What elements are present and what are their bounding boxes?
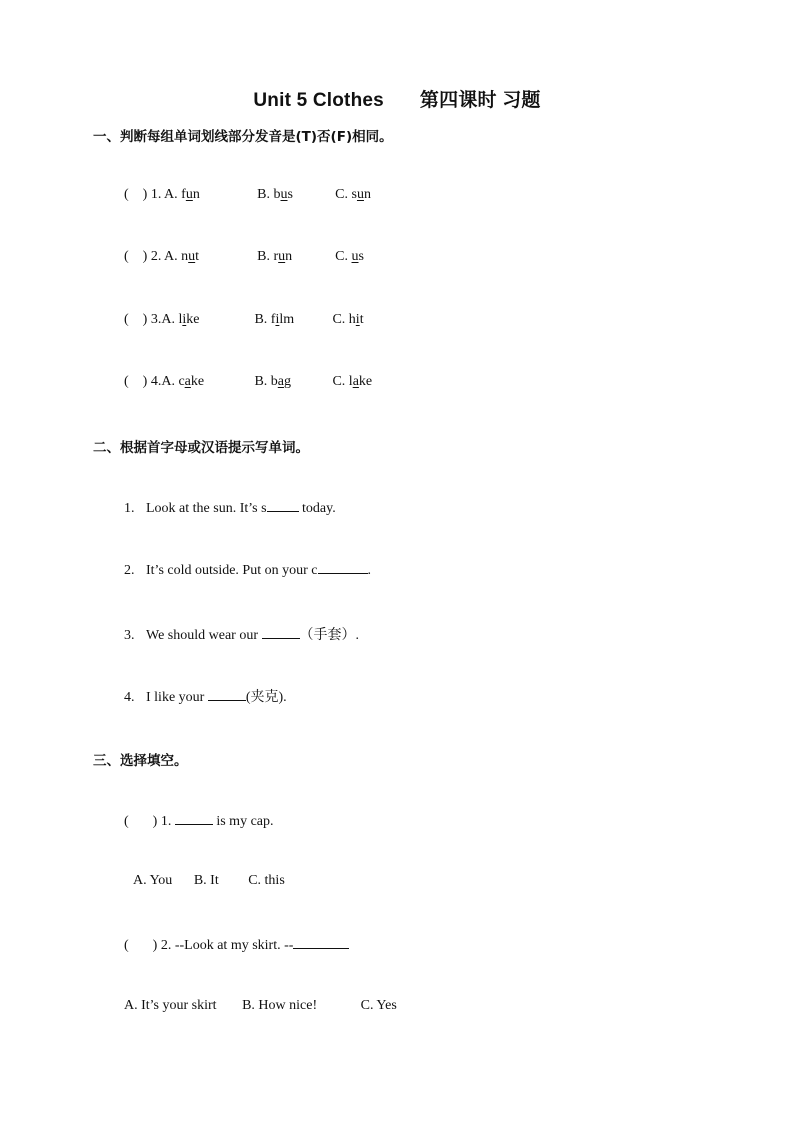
- s3-q1: ( ) 1. is my cap.: [124, 814, 274, 829]
- option-a: fun: [181, 187, 200, 202]
- fill-blank[interactable]: [318, 561, 368, 574]
- s1-item: ( ) 3.A. like B. film C. hit: [124, 312, 364, 327]
- option-c: C. us: [335, 249, 364, 264]
- option-a: nut: [181, 249, 200, 264]
- s2-item: 1. Look at the sun. It’s s today.: [124, 501, 336, 516]
- page-title: [0, 85, 794, 112]
- fill-blank[interactable]: [208, 688, 246, 701]
- option-c: C. sun: [335, 187, 371, 202]
- title-main: Unit 5 Clothes: [253, 90, 384, 111]
- s2-item: 3. We should wear our （手套）.: [124, 628, 360, 643]
- option-b: B. run: [257, 249, 293, 264]
- option-a: cake: [178, 374, 205, 389]
- option-b: B. It: [193, 873, 219, 888]
- fill-blank[interactable]: [262, 626, 300, 639]
- option-c: C. Yes: [360, 998, 397, 1013]
- fill-blank[interactable]: [267, 499, 299, 512]
- s1-item: ( ) 1. A. fun B. bus C. sun: [124, 187, 371, 202]
- s3-q2: ( ) 2. --Look at my skirt. --: [124, 936, 349, 954]
- fill-blank[interactable]: [293, 936, 349, 949]
- section3-heading: 三、选择填空。: [93, 753, 188, 769]
- section1-heading: 一、判断每组单词划线部分发音是(T)否(F)相同。: [93, 129, 393, 145]
- option-b: B. How nice!: [242, 998, 318, 1013]
- section2-heading: 二、根据首字母或汉语提示写单词。: [93, 440, 309, 456]
- s3-q1-options: [133, 873, 285, 889]
- option-c: C. hit: [332, 312, 364, 327]
- option-a: A. You: [133, 873, 173, 888]
- s2-item: 2. It’s cold outside. Put on your c .: [124, 563, 371, 578]
- option-c: C. lake: [332, 374, 373, 389]
- option-c: C. this: [248, 873, 285, 888]
- option-a: like: [178, 312, 200, 327]
- option-a: A. It’s your skirt: [124, 998, 217, 1013]
- s3-q2-options: [124, 998, 397, 1014]
- s2-item: 4. I like your (夹克).: [124, 690, 287, 705]
- option-b: B. bus: [257, 187, 293, 202]
- fill-blank[interactable]: [175, 812, 213, 825]
- s1-item: ( ) 2. A. nut B. run C. us: [124, 249, 364, 264]
- option-b: B. bag: [254, 374, 292, 389]
- title-sub: 第四课时 习题: [419, 90, 541, 111]
- option-b: B. film: [254, 312, 295, 327]
- s1-item: ( ) 4.A. cake B. bag C. lake: [124, 374, 373, 389]
